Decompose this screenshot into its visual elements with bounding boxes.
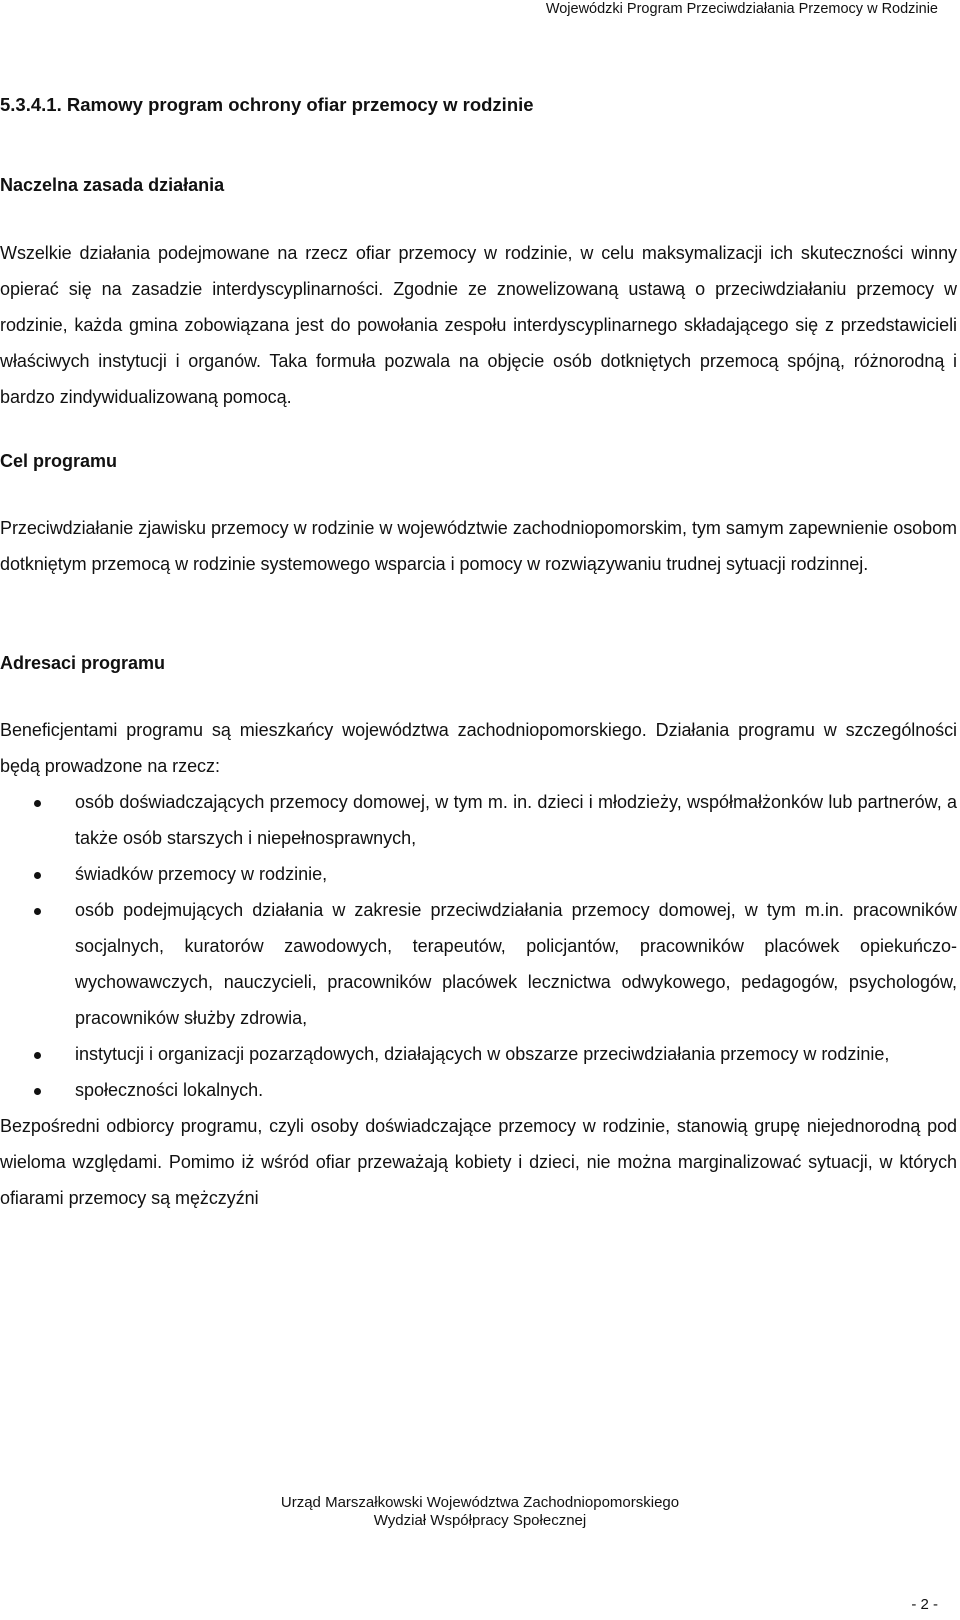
addressees-closing: Bezpośredni odbiorcy programu, czyli osoby doświadczające przemocy w rodzinie, stanowią grupę niejednorodną pod wieloma względami. Pomimo iż wśród ofiar przeważają kobiety i dzieci, nie można marginalizować sytuacji, w których ofiarami przemocy są mężczyźni <box>0 1116 957 1208</box>
section-title: 5.3.4.1. Ramowy program ochrony ofiar przemocy w rodzinie <box>0 94 534 115</box>
running-header: Wojewódzki Program Przeciwdziałania Przemocy w Rodzinie <box>545 1 938 17</box>
list-item-text: osób podejmujących działania w zakresie przeciwdziałania przemocy domowej, w tym m.in. pracowników socjalnych, kuratorów zawodowych, terapeutów, policjantów, pracowników placówek opiekuńczo-wychowawczych, nauczycieli, pracowników placówek lecznictwa odwykowego, pedagogów, psychologów, pracowników służby zdrowia, <box>75 900 957 1028</box>
bullet-icon <box>34 1088 41 1095</box>
page-number: - 2 - <box>911 1596 938 1613</box>
page-content <box>0 92 957 1216</box>
bullet-icon <box>34 908 41 915</box>
list-item <box>0 1036 957 1072</box>
list-item <box>0 856 957 892</box>
footer-office: Urząd Marszałkowski Województwa Zachodniopomorskiego <box>280 1494 680 1511</box>
bullet-icon <box>34 800 41 807</box>
footer-department: Wydział Współpracy Społecznej <box>373 1512 587 1529</box>
goal-paragraph: Przeciwdziałanie zjawisku przemocy w rodzinie w województwie zachodniopomorskim, tym samym zapewnienie osobom dotkniętym przemocą w rodzinie systemowego wsparcia i pomocy w rozwiązywaniu trudnej sytuacji rodzinnej. <box>0 518 957 574</box>
goal-heading: Cel programu <box>0 451 118 471</box>
list-item-text: społeczności lokalnych. <box>75 1080 264 1100</box>
addressees-heading: Adresaci programu <box>0 653 166 673</box>
list-item-text: instytucji i organizacji pozarządowych, działających w obszarze przeciwdziałania przemocy w rodzinie, <box>75 1044 890 1064</box>
list-item <box>0 892 957 1036</box>
bullet-icon <box>34 1052 41 1059</box>
page-footer <box>0 1494 960 1530</box>
bullet-icon <box>34 872 41 879</box>
addressees-list <box>0 784 957 1108</box>
principle-heading: Naczelna zasada działania <box>0 175 225 195</box>
list-item-text: świadków przemocy w rodzinie, <box>75 864 328 884</box>
list-item-text: osób doświadczających przemocy domowej, w tym m. in. dzieci i młodzieży, współmałżonków lub partnerów, a także osób starszych i niepełnosprawnych, <box>75 792 957 848</box>
addressees-intro: Beneficjentami programu są mieszkańcy województwa zachodniopomorskiego. Działania programu w szczególności będą prowadzone na rzecz: <box>0 720 957 776</box>
list-item <box>0 1072 957 1108</box>
principle-paragraph: Wszelkie działania podejmowane na rzecz ofiar przemocy w rodzinie, w celu maksymalizacji ich skuteczności winny opierać się na zasadzie interdyscyplinarności. Zgodnie ze znowelizowaną ustawą o przeciwdziałaniu przemocy w rodzinie, każda gmina zobowiązana jest do powołania zespołu interdyscyplinarnego składającego się z przedstawicieli właściwych instytucji i organów. Taka formuła pozwala na objęcie osób dotkniętych przemocą spójną, różnorodną i bardzo zindywidualizowaną pomocą. <box>0 243 957 407</box>
list-item <box>0 784 957 856</box>
